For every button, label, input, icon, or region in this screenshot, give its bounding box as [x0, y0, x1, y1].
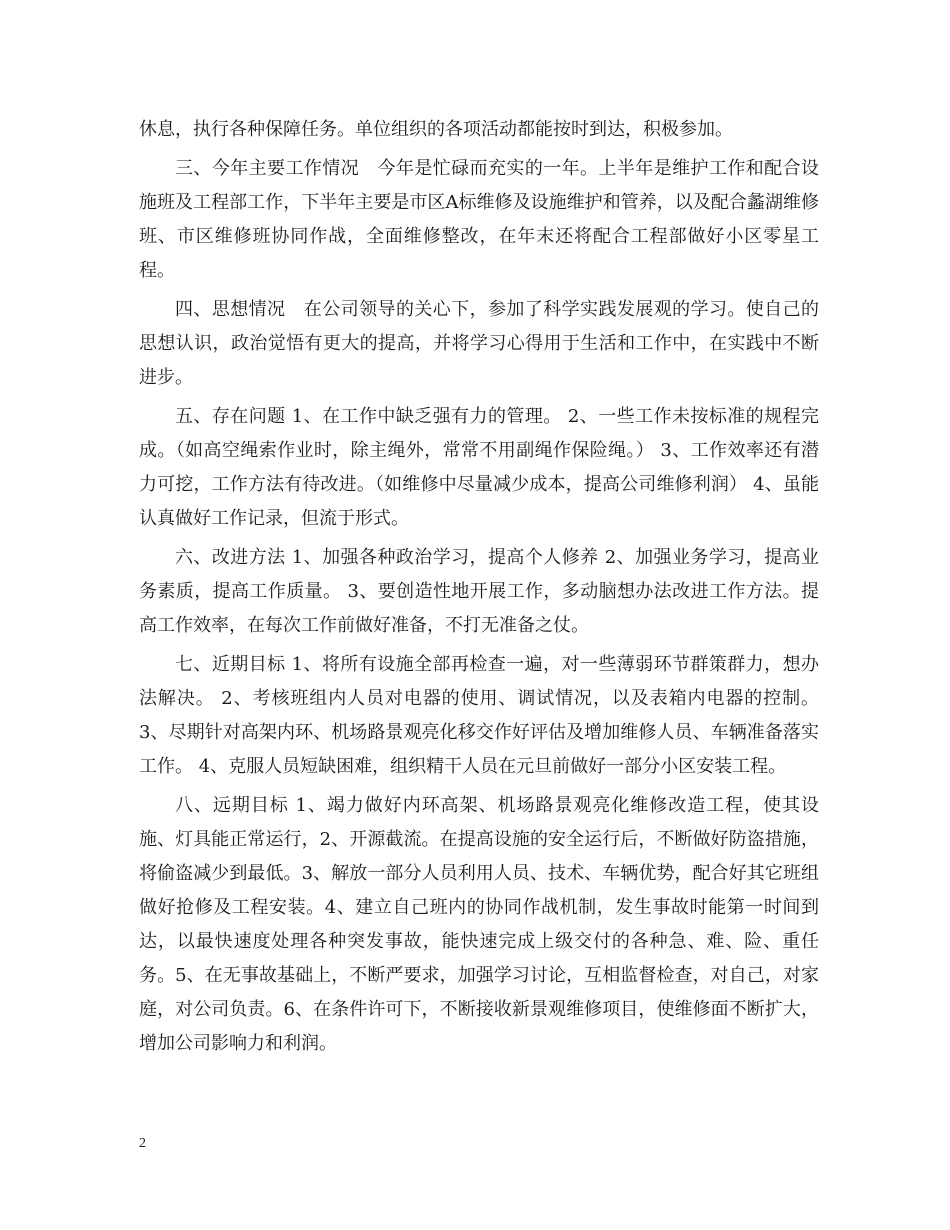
paragraph-section-5: 五、存在问题 1、在工作中缺乏强有力的管理。 2、一些工作未按标准的规程完成。（如高空绳索作业时，除主绳外，常常不用副绳作保险绳。） 3、工作效率还有潜力可挖，工作方法有待改进。（如维修中尽量减少成本，提高公司维修利润） 4、虽能认真做好工作记录，但流于形式。	[139, 406, 819, 529]
paragraph-section-4: 四、思想情况 在公司领导的关心下，参加了科学实践发展观的学习。使自己的思想认识，政治觉悟有更大的提高，并将学习心得用于生活和工作中，在实践中不断进步。	[139, 299, 819, 388]
paragraph-continuation: 休息，执行各种保障任务。单位组织的各项活动都能按时到达，积极参加。	[139, 119, 733, 140]
page-number: 2	[139, 1136, 146, 1151]
paragraph-section-6: 六、改进方法 1、加强各种政治学习，提高个人修养 2、加强业务学习，提高业务素质，提高工作质量。 3、要创造性地开展工作，多动脑想办法改进工作方法。提高工作效率，在每次工作前做好准备，不打无准备之仗。	[139, 547, 819, 636]
paragraph-section-3: 三、今年主要工作情况 今年是忙碌而充实的一年。上半年是维护工作和配合设施班及工程部工作，下半年主要是市区A标维修及设施维护和管养，以及配合蠡湖维修班、市区维修班协同作战，全面维修整改，在年末还将配合工程部做好小区零星工程。	[139, 158, 819, 281]
body-text	[139, 113, 819, 1066]
paragraph-section-7: 七、近期目标 1、将所有设施全部再检查一遍，对一些薄弱环节群策群力，想办法解决。 2、考核班组内人员对电器的使用、调试情况，以及表箱内电器的控制。 3、尽期针对高架内环、机场路景观亮化移交作好评估及增加维修人员、车辆准备落实工作。 4、克服人员短缺困难，组织精干人员在元旦前做好一部分小区安装工程。	[139, 654, 819, 777]
paragraph-section-8: 八、远期目标 1、竭力做好内环高架、机场路景观亮化维修改造工程，使其设施、灯具能正常运行，2、开源截流。在提高设施的安全运行后，不断做好防盗措施，将偷盗减少到最低。3、解放一部分人员利用人员、技术、车辆优势，配合好其它班组做好抢修及工程安装。4、建立自己班内的协同作战机制，发生事故时能第一时间到达，以最快速度处理各种突发事故，能快速完成上级交付的各种急、难、险、重任务。5、在无事故基础上，不断严要求，加强学习讨论，互相监督检查，对自己，对家庭，对公司负责。6、在条件许可下，不断接收新景观维修项目，使维修面不断扩大，增加公司影响力和利润。	[139, 795, 819, 1054]
